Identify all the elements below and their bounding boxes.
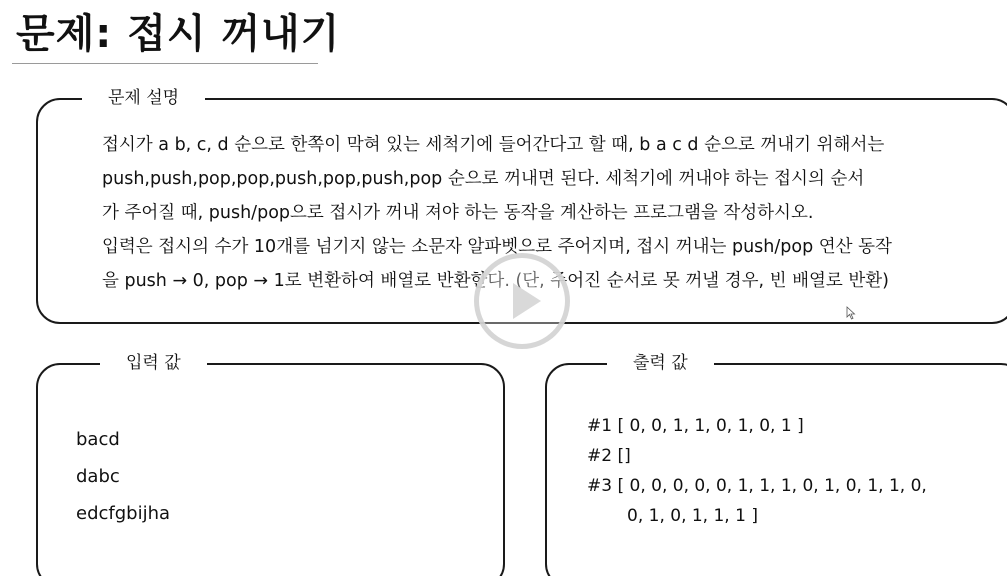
page-title: 문제: 접시 꺼내기 [16, 11, 341, 57]
input-item: dabc [76, 466, 120, 487]
output-item: #3 [ 0, 0, 0, 0, 0, 1, 1, 1, 0, 1, 0, 1, 1, 0, [587, 476, 927, 496]
output-item: #1 [ 0, 0, 1, 1, 0, 1, 0, 1 ] [587, 416, 804, 436]
title-underline [12, 63, 318, 64]
description-line: 을 push → 0, pop → 1로 변환하여 배열로 반환한다. (단, 주어진 순서로 못 꺼낼 경우, 빈 배열로 반환) [102, 271, 890, 291]
mouse-cursor-icon [846, 306, 858, 320]
description-line: 입력은 접시의 수가 10개를 넘기지 않는 소문자 알파벳으로 주어지며, 접시 꺼내는 push/pop 연산 동작 [102, 237, 892, 257]
input-item: bacd [76, 429, 120, 450]
play-button[interactable] [474, 253, 570, 349]
input-list [76, 421, 170, 532]
description-line: push,push,pop,pop,push,pop,push,pop 순으로 꺼내면 된다. 세척기에 꺼내야 하는 접시의 순서 [102, 169, 865, 189]
description-line: 가 주어질 때, push/pop으로 접시가 꺼내 져야 하는 동작을 계산하는 프로그램을 작성하시오. [102, 203, 814, 223]
output-list [587, 411, 1007, 531]
input-item: edcfgbijha [76, 503, 171, 524]
output-item: #2 [] [587, 446, 631, 466]
output-item-continuation: 0, 1, 0, 1, 1, 1 ] [627, 506, 758, 526]
description-legend: 문제 설명 [82, 87, 205, 109]
input-panel [36, 353, 505, 576]
output-legend: 출력 값 [607, 352, 714, 374]
play-icon [513, 283, 541, 319]
description-line: 접시가 a b, c, d 순으로 한쪽이 막혀 있는 세척기에 들어간다고 할 때, b a c d 순으로 꺼내기 위해서는 [102, 135, 885, 155]
input-legend: 입력 값 [100, 352, 207, 374]
output-panel [545, 353, 1007, 576]
